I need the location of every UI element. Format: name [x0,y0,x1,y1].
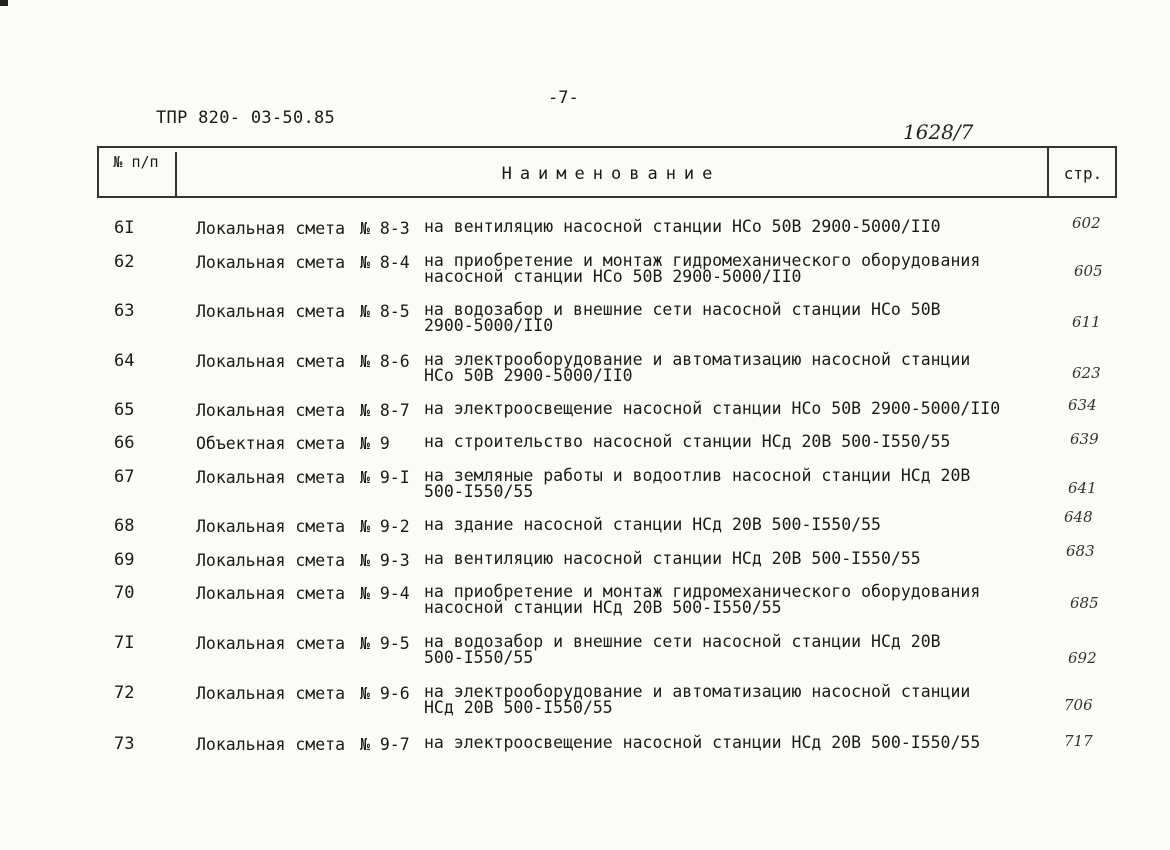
row-number: 62 [114,252,135,272]
description-line: на вентиляцию насосной станции НСо 50В 2900-5000/II0 [424,217,941,236]
estimate-number: № 8-3 [360,219,410,238]
estimate-number: № 9-2 [360,517,410,536]
row-number: 70 [114,583,135,603]
table-header [97,146,1117,198]
description-line: на электрооборудование и автоматизацию насосной станции [424,350,971,369]
estimate-number: № 9-4 [360,584,410,603]
estimate-number: № 9-3 [360,551,410,570]
description-line: на вентиляцию насосной станции НСд 20В 500-I550/55 [424,549,921,568]
archive-number-handwritten: 1628/7 [903,120,974,144]
description-line: на строительство насосной станции НСд 20В 500-I550/55 [424,432,951,451]
page-number: -7- [548,88,579,108]
description-line: на приобретение и монтаж гидромеханического оборудования [424,582,981,601]
column-header-name: Наименование [501,164,721,184]
estimate-number: № 9 [360,434,390,453]
description-line: на приобретение и монтаж гидромеханического оборудования [424,251,981,270]
page-reference: 706 [1064,696,1093,714]
description-line: насосной станции НСд 20В 500-I550/55 [424,598,782,617]
row-number: 7I [114,633,135,653]
page-reference: 639 [1070,430,1099,448]
estimate-number: № 9-7 [360,735,410,754]
description-line: на здание насосной станции НСд 20В 500-I550/55 [424,515,881,534]
estimate-kind: Объектная смета [196,434,346,453]
description-line: на водозабор и внешние сети насосной станции НСо 50В [424,300,941,319]
column-header-page: стр. [1063,164,1103,183]
estimate-number: № 8-6 [360,352,410,371]
estimate-description [424,551,921,567]
estimate-number: № 8-4 [360,253,410,272]
description-line: 2900-5000/II0 [424,316,554,335]
estimate-description [424,253,980,285]
column-header-number: № п/п [113,153,159,171]
description-line: на электроосвещение насосной станции НСо 50В 2900-5000/II0 [424,399,1001,418]
row-number: 68 [114,516,135,536]
page-reference: 602 [1072,214,1101,232]
page-reference: 648 [1064,508,1093,526]
scan-corner-mark [0,0,8,6]
estimate-description [424,517,881,533]
estimate-kind: Локальная смета [196,219,346,238]
page-reference: 634 [1068,396,1097,414]
page-reference: 717 [1064,732,1093,750]
estimate-kind: Локальная смета [196,634,346,653]
estimate-description [424,219,941,235]
estimate-kind: Локальная смета [196,735,346,754]
estimate-description [424,302,941,334]
estimate-kind: Локальная смета [196,551,346,570]
estimate-number: № 8-5 [360,302,410,321]
row-number: 64 [114,351,135,371]
estimate-number: № 9-6 [360,684,410,703]
page-reference: 683 [1066,542,1095,560]
description-line: на водозабор и внешние сети насосной станции НСд 20В [424,632,941,651]
estimate-kind: Локальная смета [196,302,346,321]
description-line: 500-I550/55 [424,648,534,667]
estimate-kind: Локальная смета [196,352,346,371]
row-number: 69 [114,550,135,570]
document-code: ТПР 820- 03-50.85 [156,108,336,128]
estimate-number: № 9-I [360,468,410,487]
page-reference: 623 [1072,364,1101,382]
estimate-description [424,434,951,450]
estimate-description [424,634,941,666]
page-reference: 685 [1070,594,1099,612]
estimate-kind: Локальная смета [196,401,346,420]
estimate-description [424,684,970,716]
row-number: 6I [114,218,135,238]
description-line: насосной станции НСо 50В 2900-5000/II0 [424,267,802,286]
estimate-kind: Локальная смета [196,468,346,487]
estimate-kind: Локальная смета [196,684,346,703]
description-line: на земляные работы и водоотлив насосной станции НСд 20В [424,466,971,485]
row-number: 73 [114,734,135,754]
row-number: 72 [114,683,135,703]
row-number: 66 [114,433,135,453]
row-number: 67 [114,467,135,487]
description-line: НСо 50В 2900-5000/II0 [424,366,633,385]
row-number: 65 [114,400,135,420]
estimate-description [424,584,980,616]
estimate-kind: Локальная смета [196,584,346,603]
estimate-kind: Локальная смета [196,253,346,272]
description-line: 500-I550/55 [424,482,534,501]
estimate-description [424,468,970,500]
estimate-description [424,352,970,384]
estimate-description [424,735,980,751]
row-number: 63 [114,301,135,321]
page-reference: 692 [1068,649,1097,667]
page-reference: 605 [1074,262,1103,280]
description-line: на электроосвещение насосной станции НСд 20В 500-I550/55 [424,733,981,752]
estimate-number: № 8-7 [360,401,410,420]
estimate-description [424,401,1000,417]
description-line: на электрооборудование и автоматизацию насосной станции [424,682,971,701]
estimate-number: № 9-5 [360,634,410,653]
description-line: НСд 20В 500-I550/55 [424,698,613,717]
page-reference: 611 [1072,313,1101,331]
estimate-kind: Локальная смета [196,517,346,536]
page-reference: 641 [1068,479,1097,497]
